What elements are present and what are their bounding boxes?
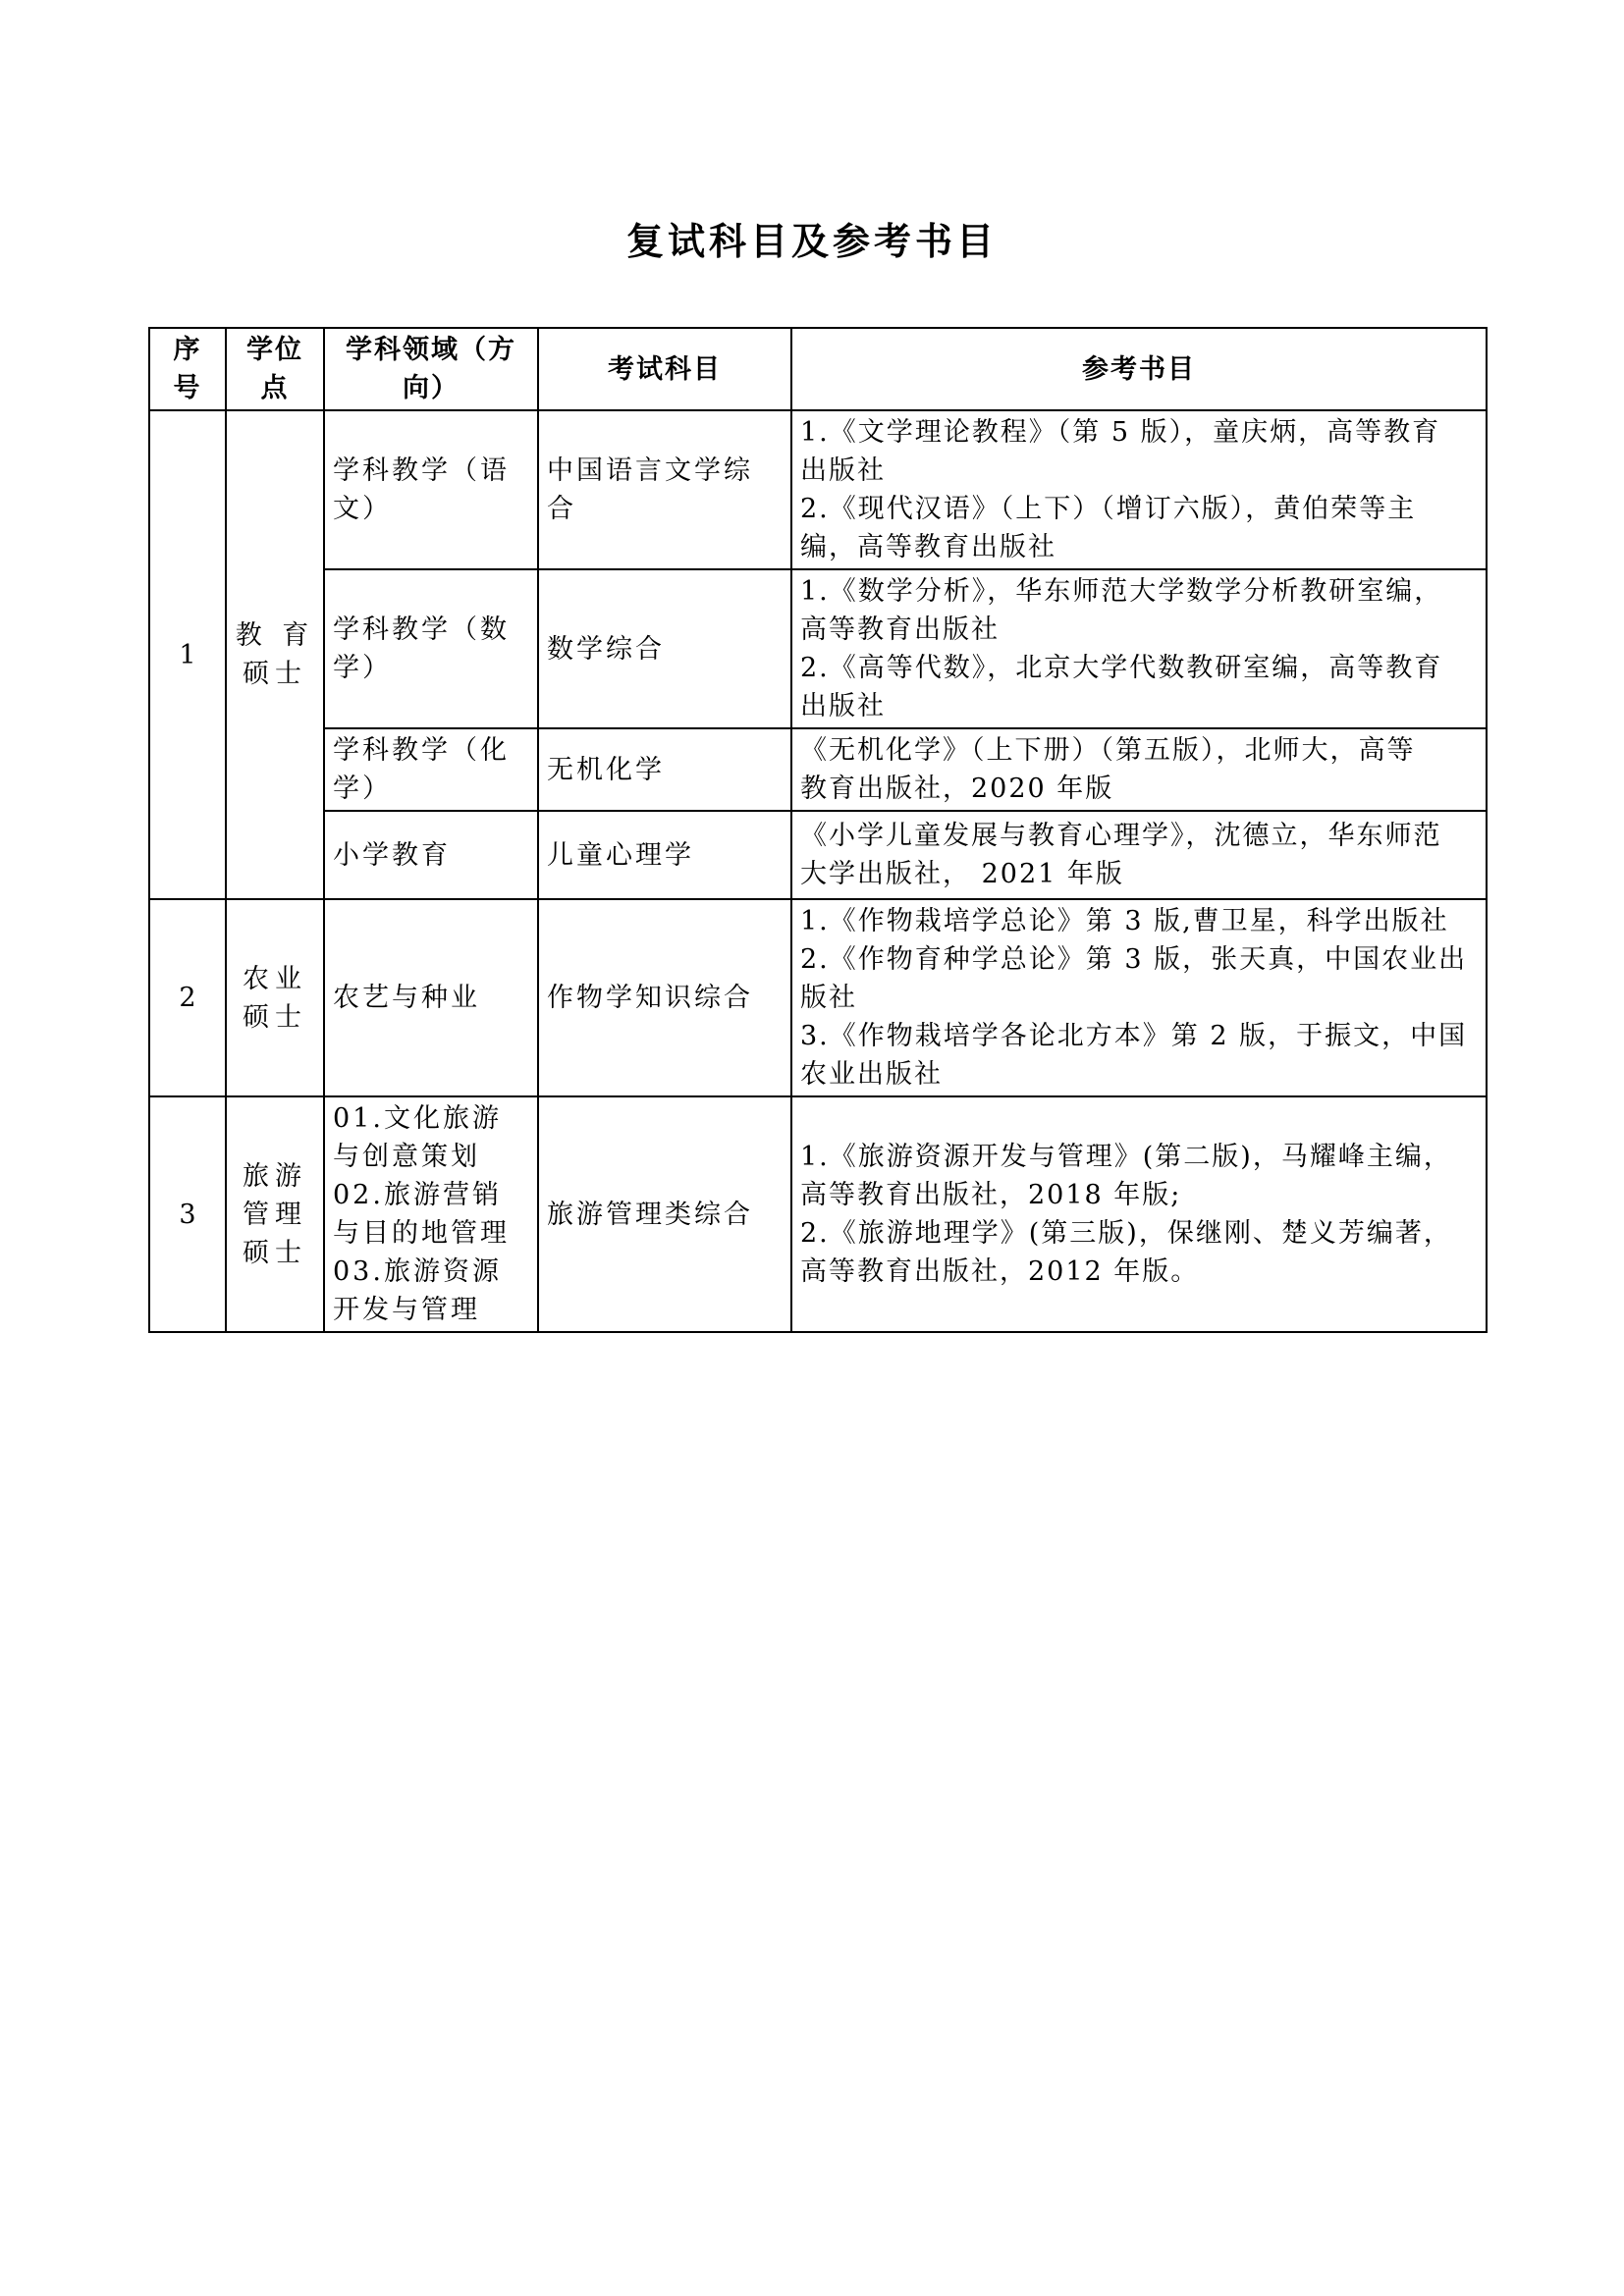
table-row	[149, 1096, 1487, 1332]
row-number: 1	[149, 410, 226, 899]
table-row	[149, 410, 1487, 569]
field-cell: 小学教育	[324, 811, 538, 899]
row-number: 2	[149, 899, 226, 1096]
header-no: 序 号	[149, 328, 226, 410]
subject-cell: 作物学知识综合	[538, 899, 791, 1096]
field-cell: 01.文化旅游 与创意策划 02.旅游营销 与目的地管理 03.旅游资源 开发与管理	[324, 1096, 538, 1332]
refs-cell: 1.《数学分析》，华东师范大学数学分析教研室编， 高等教育出版社 2.《高等代数》，北京大学代数教研室编，高等教育 出版社	[791, 569, 1487, 728]
header-degree: 学位 点	[226, 328, 324, 410]
refs-cell: 《无机化学》（上下册）（第五版），北师大，高等 教育出版社，2020 年版	[791, 728, 1487, 811]
subject-cell: 无机化学	[538, 728, 791, 811]
field-cell: 学科教学（数 学）	[324, 569, 538, 728]
table-row	[149, 811, 1487, 899]
degree-cell: 旅游 管理 硕士	[226, 1096, 324, 1332]
table-row	[149, 899, 1487, 1096]
subject-cell: 中国语言文学综 合	[538, 410, 791, 569]
header-refs: 参考书目	[791, 328, 1487, 410]
degree-cell: 农业 硕士	[226, 899, 324, 1096]
table-row	[149, 569, 1487, 728]
refs-cell: 1.《旅游资源开发与管理》(第二版)，马耀峰主编， 高等教育出版社，2018 年版; 2.《旅游地理学》(第三版)，保继刚、楚义芳编著， 高等教育出版社，2012 年版。	[791, 1096, 1487, 1332]
exam-subjects-table	[148, 327, 1488, 1333]
refs-cell: 1.《作物栽培学总论》第 3 版,曹卫星，科学出版社 2.《作物育种学总论》第 3 版，张天真，中国农业出 版社 3.《作物栽培学各论北方本》第 2 版，于振文，中国 农业出版社	[791, 899, 1487, 1096]
page-title: 复试科目及参考书目	[625, 219, 998, 263]
refs-cell: 《小学儿童发展与教育心理学》，沈德立，华东师范 大学出版社， 2021 年版	[791, 811, 1487, 899]
subject-cell: 数学综合	[538, 569, 791, 728]
subject-cell: 旅游管理类综合	[538, 1096, 791, 1332]
table-header-row	[149, 328, 1487, 410]
field-cell: 农艺与种业	[324, 899, 538, 1096]
refs-cell: 1.《文学理论教程》（第 5 版），童庆炳，高等教育 出版社 2.《现代汉语》（上下）（增订六版），黄伯荣等主 编，高等教育出版社	[791, 410, 1487, 569]
header-field: 学科领域（方 向）	[324, 328, 538, 410]
field-cell: 学科教学（语 文）	[324, 410, 538, 569]
table-row	[149, 728, 1487, 811]
subject-cell: 儿童心理学	[538, 811, 791, 899]
degree-cell: 教 育 硕士	[226, 410, 324, 899]
header-subject: 考试科目	[538, 328, 791, 410]
row-number: 3	[149, 1096, 226, 1332]
field-cell: 学科教学（化 学）	[324, 728, 538, 811]
